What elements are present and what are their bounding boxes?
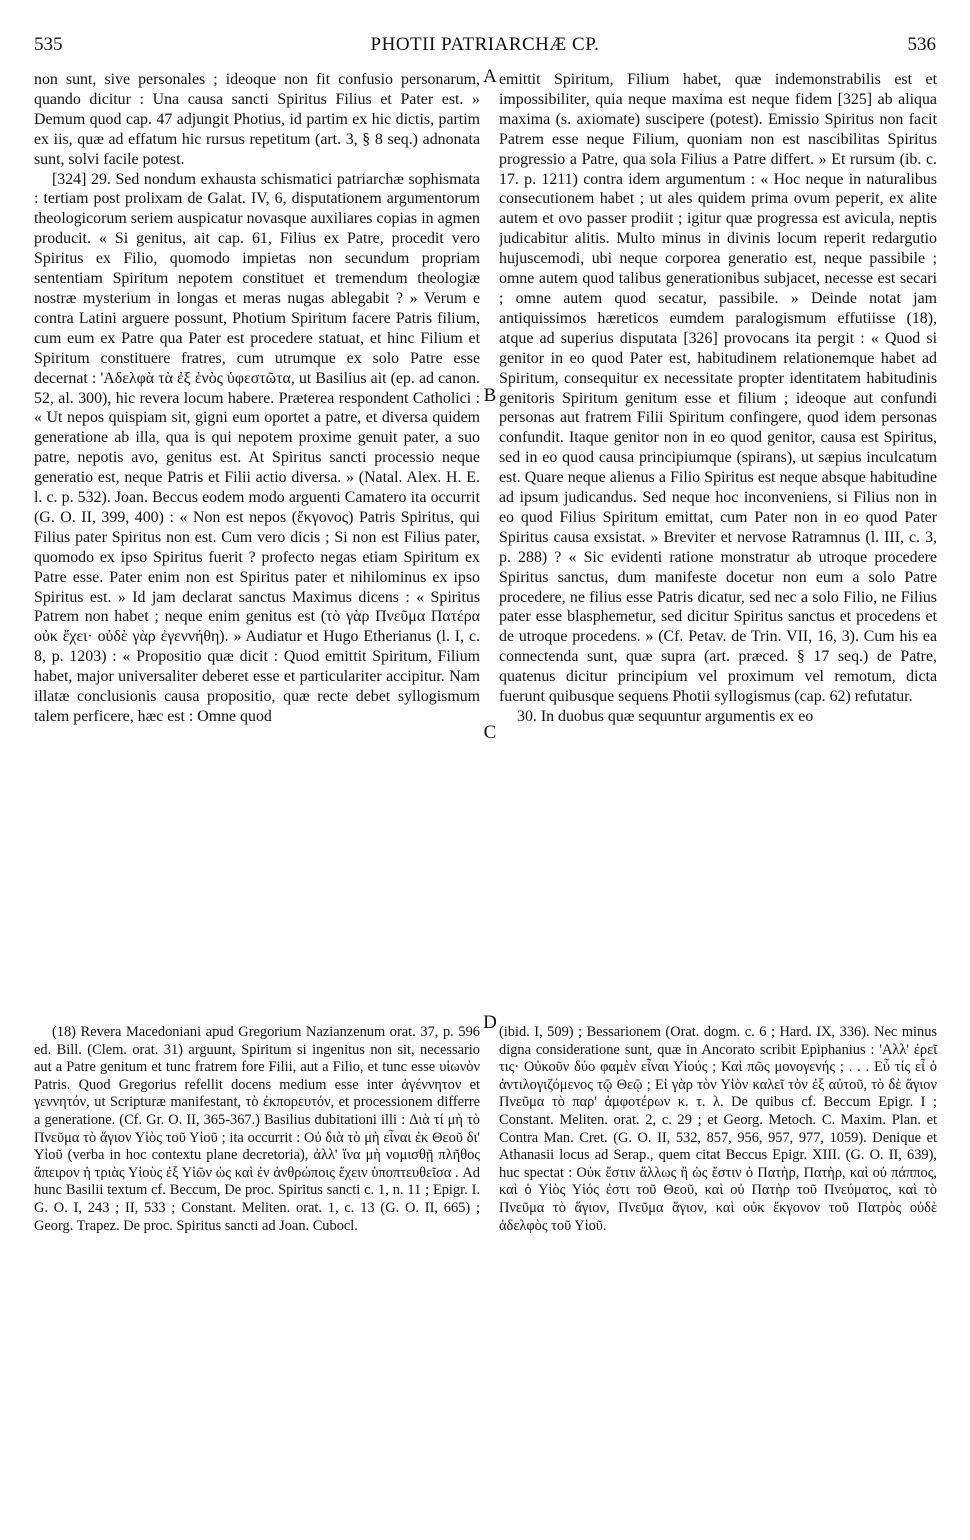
footnote-continuation: (ibid. I, 509) ; Bessarionem (Orat. dogm. c. 6 ; Hard. IX, 336). Nec minus digna consideratione sunt, quæ in Ancorato scribit Epiphanius : 'Αλλ' ἐρεῖ τις· Οὐκοῦν δύο φαμὲν εἶναι Υἱούς ; Καὶ πῶς μονογενής ; . . . Εὖ τίς εἶ ὁ ἀντιλογιζόμενος τῷ Θεῷ ; Εἰ γὰρ τὸν Υἱὸν καλεῖ τὸν ἐξ αὐτοῦ, τὸ δὲ ἅγιον Πνεῦμα τὸ παρ' ἀμφοτέρων κ. τ. λ. De quibus cf. Beccum Epigr. I ; Constant. Meliten. orat. 2, c. 29 ; et Georg. Metoch. C. Maxim. Plan. et Contra Man. Cret. (G. O. II, 532, 857, 956, 957, 977, 1059). Denique et Athanasii locus ad Serap., quem citat Beccus Epigr. XIII. (G. O. II, 639), huc spectat : Οὐκ ἔστιν ἄλλως ἢ ὡς ἔστιν ὁ Πατὴρ, Πατὴρ, καὶ οὐ πάππος, καὶ ὁ Υἱὸς Υἱός ἐστι τοῦ Θεοῦ, καὶ οὐ Πατὴρ τοῦ Πνεύματος, καὶ τὸ Πνεῦμα τὸ ἅγιον, Πνεῦμα ἅγιον, καὶ οὐκ ἔκγονον τοῦ Πατρὸς οὐδὲ ἀδελφὸς τοῦ Υἱοῦ. bbox=[499, 1024, 937, 1234]
paragraph: emittit Spiritum, Filium habet, quæ indemonstrabilis est et impossibiliter, quia neque maxima est neque fidem [325] ab aliqua maxima (s. axiomate) suscipere (potest). Emissio Spiritus non facit Patrem esse neque Filium, quoniam non est nascibilitas Spiritus progressio a Patre, qua sola Filius a Patre differt. » Et rursum (ib. c. 17. p. 1211) contra idem argumentum : « Hoc neque in naturalibus consecutionem habet ; ut ales quidem prima ovum peperit, ex alite autem et ovo passer prodiit ; igitur quæ progressa est avicula, neptis judicabitur alitis. Multo minus in divinis locum reperit redargutio hujuscemodi, ubi neque corporea generatio est, neque passibile ; omne autem quod talibus generationibus subjacet, necesse est secari ; omne autem quod secatur, passibile. » Deinde notat jam antiquissimos hæreticos eumdem paralogismum effutiisse (18), atque ad superius disputata [326] provocans ita pergit : « Quod si genitor in eo quod Pater est, habitudinem relationemque habet ad Spiritum, consequitur ex necessitate propter identitatem habitudinis genitoris Spiritum genitum esse et filium ; ideoque aut confundi personas aut fratrem Filii Spiritum confingere, quod idem personas confundit. Itaque genitor non in eo quod genitor, causa est Spiritus, sed in eo quod causa principiumque (spirans), ut sæpius inculcatum est. Quare neque alienus a Filio Spiritus est neque absque habitudine ad ipsum judicandus. Sed neque hoc inconveniens, si Filius non in eo quod Filius Spiritum emittat, cum Pater non in eo quod Pater Spiritus causa exsistat. » Breviter et nervose Ratramnus (l. III, c. 3, p. 288) ? « Sic evidenti ratione monstratur ab utroque procedere Spiritus sanctus, dum manifeste docetur non eum a solo Patre procedere, ne filius esse Patris dicatur, sed nec a solo Filio, ne Filius pater esse blasphemetur, sed dicitur Spiritus sanctus et procedens et de utroque procedens. » (Cf. Petav. de Trin. VII, 16, 3). Cum his ea connectenda sunt, quæ supra (art. præced. § 17 seq.) de Patre, quatenus dicitur principium vel proximum vel remotum, dicta fuerunt quibusque sequens Photii syllogismus (cap. 62) refutatur. bbox=[499, 71, 937, 706]
margin-letter-b: B bbox=[483, 385, 497, 406]
running-title: PHOTII PATRIARCHÆ CP. bbox=[370, 34, 600, 55]
paragraph: [324] 29. Sed nondum exhausta schismatici patriarchæ sophismata : tertiam post prolixam de Galat. IV, 6, disputationem argumentorum theologicorum seriem auspicatur novasque auxiliares copias in agmen producit. « Si genitus, ait cap. 61, Filius ex Patre, procedit vero Spiritus ex Filio, quomodo impietas non secundum propriam sententiam Spiritum nepotem constituet et tremendum theologiæ nostræ mysterium in longas et meras nugas ablegabit ? » Verum e contra Latini arguere possunt, Photium Spiritum facere Patris filium, cum eum ex Patre qua Pater est procedere statuat, et hinc Filium et Spiritum constituere fratres, cum utrumque ex solo Patre esse decernat : 'Αδελφὰ τὰ ἐξ ἑνὸς ὑφεστῶτα, ut Basilius ait (ep. ad canon. 52, al. 300), hic revera locum habere. Præterea respondent Catholici : « Ut nepos quispiam sit, gigni eum oportet a patre, et diversa quidem generatione ab illa, qua is qui nepotem proxime genuit pater, a suo patre, nepotis avo, genitus est. At Spiritus sancti processio neque generatio est, neque Patris et Filii actio diversa. » (Natal. Alex. H. E. l. c. p. 532). Joan. Beccus eodem modo arguenti Camatero ita occurrit (G. O. II, 399, 400) : « Non est nepos (ἔκγονος) Patris Spiritus, qui Filius pater Spiritus non est. Cum vero dicis ; Si non est Filius pater, quomodo ex ipso Spiritus fuerit ? profecto negas etiam Spiritum ex Patre esse. Pater enim non est Spiritus pater et nihilominus ex ipso Spiritus est. » Id jam declarat sanctus Maximus dicens : « Spiritus Patrem non habet ; neque enim genitus est (τὸ γὰρ Πνεῦμα Πατέρα οὐκ ἔχει· οὐδὲ γὰρ ἐγεννήθη). » Audiatur et Hugo Etherianus (l. I, c. 8, p. 1203) : « Propositio quæ dicit : Quod emittit Spiritum, Filium habet, major universaliter deberet esse et particulariter accipitur. Nam illatæ conclusionis causa propositio, quæ recte debet syllogismum talem perficere, hæc est : Omne quod bbox=[34, 170, 480, 725]
margin-letter-c: C bbox=[483, 722, 497, 743]
footnote-column-left bbox=[34, 1024, 480, 1512]
paragraph: 30. In duobus quæ sequuntur argumentis ex eo bbox=[517, 708, 814, 725]
footnote-column-right bbox=[499, 1024, 937, 1512]
footnote: (18) Revera Macedoniani apud Gregorium Nazianzenum orat. 37, p. 596 ed. Bill. (Clem. orat. 31) arguunt, Spiritum si ingenitus non sit, necessario aut a Patre genitum et tunc fratrem fore Filii, aut a Filio, et tunc esse υἱωνὸν Patris. Quod Gregorius refellit docens medium esse inter ἀγέννητον et γεννητόν, ut Scripturæ manifestant, τὸ ἐκπορευτόν, et processionem differre a generatione. (Cf. Gr. O. II, 365-367.) Basilius dubitationi illi : Διὰ τί μὴ τὸ Πνεῦμα τὸ ἅγιον Υἱὸς τοῦ Υἱοῦ ; ita occurrit : Οὐ διὰ τὸ μὴ εἶναι ἐκ Θεοῦ δι' Υἱοῦ (verba in hoc contextu plane decretoria), ἀλλ' ἵνα μὴ νομισθῇ πλῆθος ἄπειρον ἡ τριὰς Υἱοὺς ἐξ Υἱῶν ὡς καὶ ἐν ἀνθρώποις ἔχειν ὑποπτευθεῖσα . Ad hunc Basilii textum cf. Beccum, De proc. Spiritus sancti c. 1, n. 11 ; Epigr. I. G. O. I, 243 ; II, 533 ; Constant. Meliten. orat. 1, c. 13 (G. O. II, 665) ; Georg. Trapez. De proc. Spiritus sancti ad Joan. Cubocl. bbox=[34, 1024, 480, 1234]
main-column-right bbox=[499, 70, 937, 1005]
margin-letter-a: A bbox=[483, 66, 497, 87]
margin-letter-d: D bbox=[483, 1012, 497, 1033]
paragraph: non sunt, sive personales ; ideoque non fit confusio personarum, quando dicitur : Una causa sancti Spiritus Filius et Pater est. » Demum quod cap. 47 adjungit Photius, id partim ex hic dictis, partim ex iis, quæ ad effatum hic rursus repetitum (art. 3, § 8 seq.) adnonata sunt, solvi facile potest. bbox=[34, 71, 480, 168]
main-column-left bbox=[34, 70, 480, 1005]
page-number-right: 536 bbox=[907, 34, 936, 55]
page-number-left: 535 bbox=[34, 34, 63, 55]
page-header bbox=[34, 34, 936, 58]
